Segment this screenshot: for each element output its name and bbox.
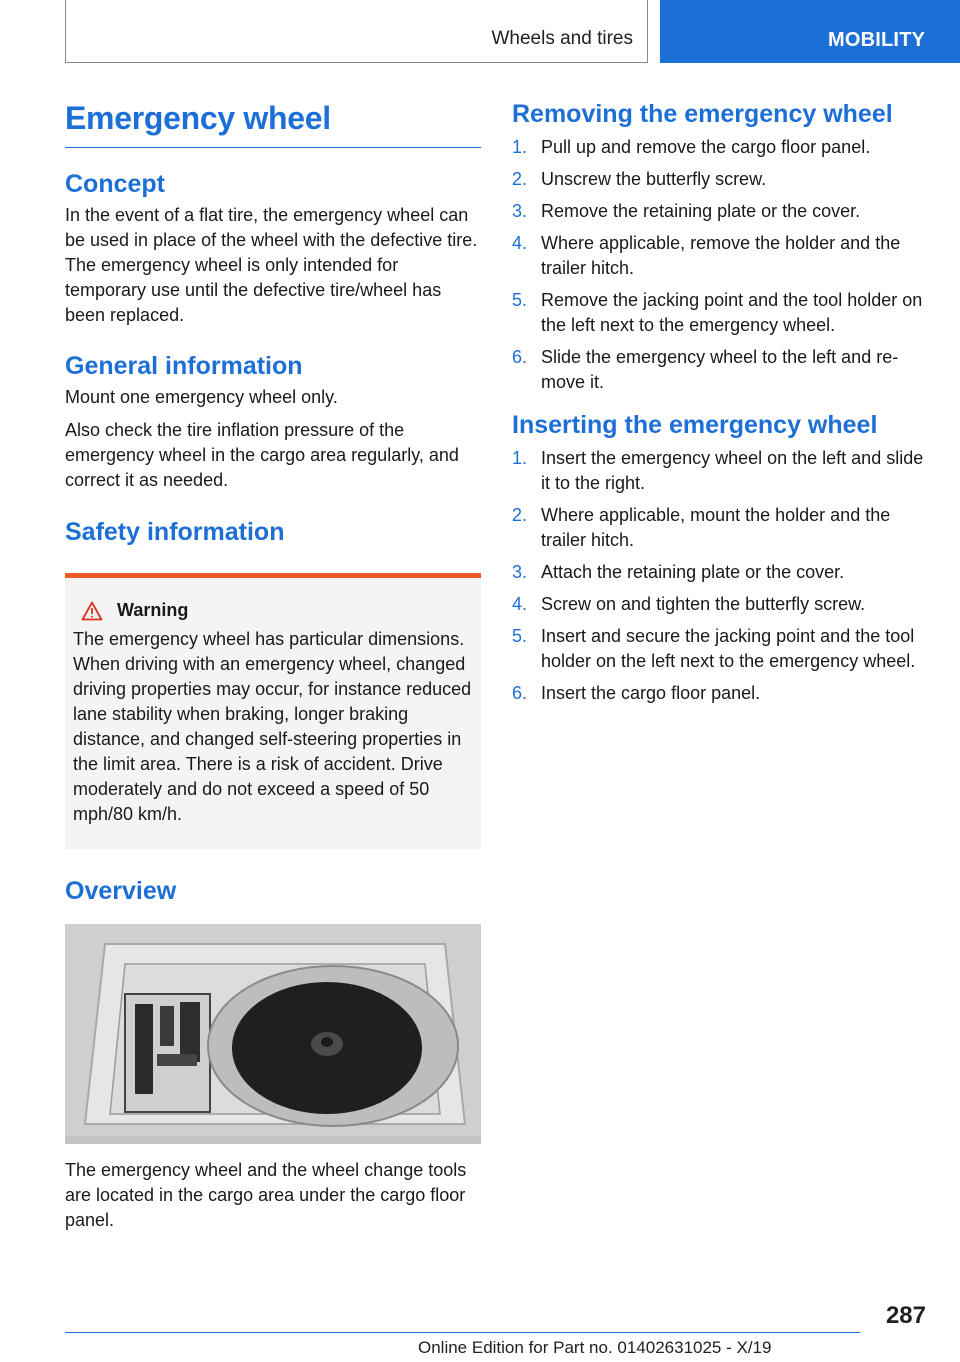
step-number: 4. [512,233,528,253]
list-item [512,624,926,674]
step-text: Slide the emergency wheel to the left and remove it. [541,347,899,392]
page-number: 287 [885,1302,926,1329]
concept-heading: Concept [65,170,165,198]
step-number: 2. [512,505,528,525]
step-text: Remove the retaining plate or the cover. [541,201,861,221]
step-text: Insert and secure the jacking point and the tool holder on the left next to the emergency wheel. [541,626,916,671]
step-number: 4. [512,594,528,614]
inserting-steps-list [512,446,926,706]
concept-text: In the event of a flat tire, the emergency wheel can be used in place of the wheel with the defective tire. The emergency wheel is only intended for temporary use until the defective tire/wheel has been replaced. [65,205,478,325]
step-text: Remove the jacking point and the tool holder on the left next to the emergency wheel. [541,290,923,335]
step-number: 5. [512,290,528,310]
page-title: Emergency wheel [65,100,481,148]
step-text: Screw on and tighten the butterfly screw. [541,594,866,614]
general-information-text-2: Also check the tire inflation pressure of the emergency wheel in the cargo area regularly, and correct it as needed. [65,420,459,490]
step-text: Attach the retaining plate or the cover. [541,562,845,582]
removing-heading: Removing the emergency wheel [512,100,893,128]
header-section-box [65,0,648,63]
safety-information-heading: Safety information [65,518,285,546]
list-item [512,167,926,192]
removing-steps-list [512,135,926,395]
overview-heading: Overview [65,877,177,905]
overview-caption: The emergency wheel and the wheel change tools are located in the cargo area under the cargo floor panel. [65,1160,467,1230]
list-item [512,288,926,338]
list-item [512,231,926,281]
warning-box [65,573,481,849]
step-number: 3. [512,201,528,221]
list-item [512,503,926,553]
step-text: Pull up and remove the cargo floor panel. [541,137,871,157]
step-text: Insert the emergency wheel on the left and slide it to the right. [541,448,924,493]
list-item [512,135,926,160]
cargo-area-illustration [65,924,481,1144]
footer-divider [65,1332,860,1333]
list-item [512,345,926,395]
left-column [65,100,481,1233]
step-number: 5. [512,626,528,646]
warning-title [81,600,473,621]
header-chapter-tab[interactable]: MOBILITY [660,0,960,63]
step-number: 1. [512,137,528,157]
general-information-text-1: Mount one emergency wheel only. [65,387,338,407]
footer-edition: Online Edition for Part no. 01402631025 - X/19 [418,1338,772,1357]
step-number: 1. [512,448,528,468]
step-number: 6. [512,683,528,703]
step-number: 6. [512,347,528,367]
right-column [512,100,926,713]
list-item [512,681,926,706]
step-text: Where applicable, mount the holder and the trailer hitch. [541,505,891,550]
step-number: 2. [512,169,528,189]
list-item [512,592,926,617]
list-item [512,446,926,496]
header-section-title: Wheels and tires [491,28,633,49]
inserting-heading: Inserting the emergency wheel [512,411,878,439]
warning-triangle-icon [81,601,103,621]
warning-text: The emergency wheel has particular dimensions. When driving with an emergency wheel, changed driving properties may occur, for instance reduced lane stability when braking, longer braking distance, and changed self-steering properties in the limit area. There is a risk of accident. Drive moderately and do not exceed a speed of 50 mph/80 km/h. [73,629,472,824]
step-text: Insert the cargo floor panel. [541,683,761,703]
list-item [512,560,926,585]
step-number: 3. [512,562,528,582]
list-item [512,199,926,224]
warning-label: Warning [117,600,189,620]
general-information-heading: General information [65,352,303,380]
step-text: Where applicable, remove the holder and the trailer hitch. [541,233,901,278]
step-text: Unscrew the butterfly screw. [541,169,767,189]
